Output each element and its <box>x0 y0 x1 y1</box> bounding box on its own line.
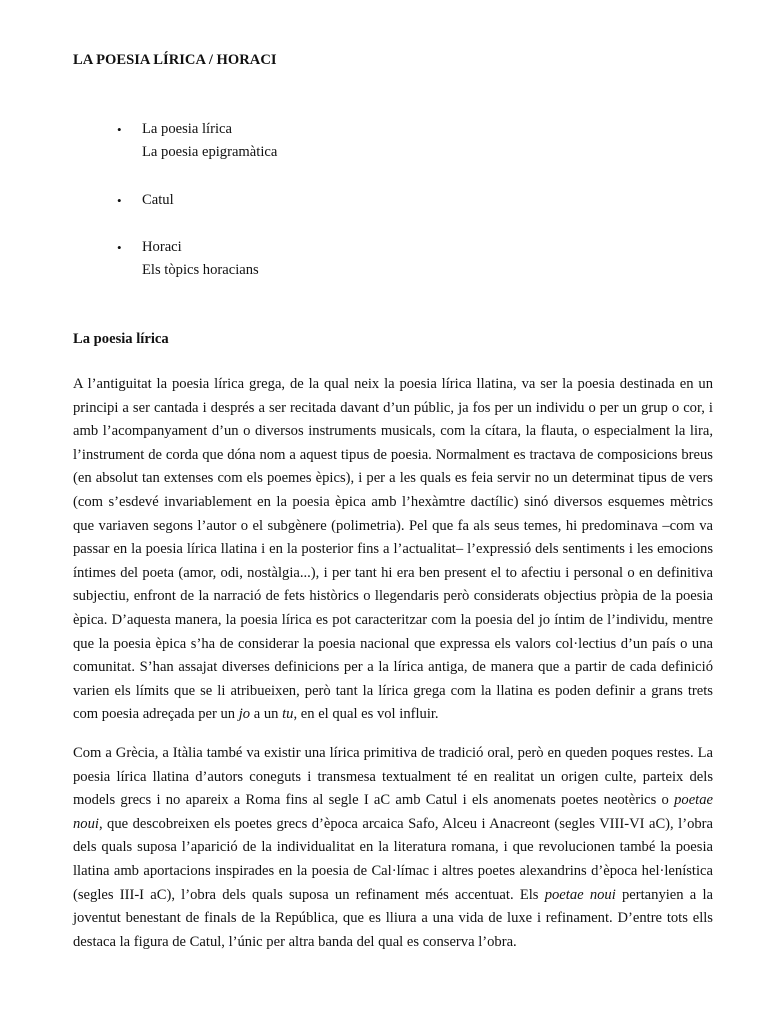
outline-item <box>73 189 713 212</box>
outline-line: Catul <box>142 191 174 208</box>
bullet-icon: • <box>117 239 122 255</box>
paragraph-text: , que descobreixen els poetes grecs d’època arcaica Safo, Alceu i Anacreont (segles VIII-VI aC), l’obra dels quals suposa l’aparició de la individualitat en la literatura romana, i que revolucionen també la poesia llatina amb aportacions inspirades en la poesia de Cal·límac i altres poetes alexandrins d’època hel·lenística (segles III-I aC), l’obra dels quals suposa un refinament més accentuat. Els <box>73 815 713 903</box>
paragraph <box>73 373 713 727</box>
paragraph-emphasis: poetae noui <box>544 886 616 903</box>
paragraph-text: A l’antiguitat la poesia lírica grega, de la qual neix la poesia lírica llatina, va ser la poesia destinada en un principi a ser cantada i després a ser recitada davant d’un públic, ja fos per un individu o per un grup o cor, i amb l’acompanyament d’un o diversos instruments musicals, com la cítara, la flauta, o especialment la lira, l’instrument de corda que dóna nom a aquest tipus de poesia. Normalment es tractava de composicions breus (en absolut tan extenses com els poemes èpics), i per a les quals es feia servir no un determinat tipus de vers (com s’esdevé invariablement en la poesia èpica amb l’hexàmtre dactílic) sinó diversos esquemes mètrics que variaven segons l’autor o el subgènere (polimetria). Pel que fa als seus temes, hi predominava –com va passar en la poesia lírica llatina i en la posterior fins a l’actualitat– l’expressió dels sentiments i les emocions íntimes del poeta (amor, odi, nostàlgia...), i per tant hi era ben present el to afectiu i personal o en definitiva subjectiu, enfront de la narració de fets històrics o llegendaris però considerats objectius pròpia de la poesia èpica. D’aquesta manera, la poesia lírica es pot caracteritzar com la poesia del jo íntim de l’individu, mentre que la poesia èpica s’ha de considerar la poesia nacional que expressa els valors col·lectius d’un país o una comunitat. S’han assajat diverses definicions per a la lírica antiga, de manera que a partir de cada definició varien els límits que se li atribueixen, però tant la lírica grega com la llatina es poden definir a grans trets com poesia adreçada per un <box>73 376 713 723</box>
outline-item <box>73 118 713 165</box>
bullet-icon: • <box>117 122 122 137</box>
outline-line: La poesia epigramàtica <box>142 144 278 161</box>
outline-line: Els tòpics horacians <box>142 262 259 279</box>
paragraph-text: pertanyien a la joventut benestant de finals de la República, que es lliura a una vida de luxe i refinament. D’entre tots ells destaca la figura de Catul, l’únic per altra banda del qual es conserva l’obra. <box>73 886 714 950</box>
outline-line: La poesia lírica <box>142 121 232 137</box>
paragraph <box>73 742 713 954</box>
paragraph-emphasis: tu <box>282 706 294 723</box>
bullet-icon: • <box>117 192 122 208</box>
paragraph-text: a un <box>250 706 283 723</box>
paragraph-text: Com a Grècia, a Itàlia també va existir una lírica primitiva de tradició oral, però en queden poques restes. La poesia lírica llatina d’autors coneguts i transmesa textualment té en realitat un origen culte, parteix dels models grecs i no apareix a Roma fins al segle I aC amb Catul i els anomenats poetes neotèrics o <box>73 745 713 809</box>
topic-outline <box>73 118 713 306</box>
paragraph-emphasis: jo <box>238 706 251 723</box>
section-heading: La poesia lírica <box>73 331 169 347</box>
outline-line: Horaci <box>142 238 182 255</box>
paragraph-emphasis: poetae noui <box>73 792 713 832</box>
outline-item <box>73 236 713 283</box>
document-title: LA POESIA LÍRICA / HORACI <box>73 52 277 68</box>
paragraph-text: , en el qual es vol influir. <box>293 706 439 723</box>
